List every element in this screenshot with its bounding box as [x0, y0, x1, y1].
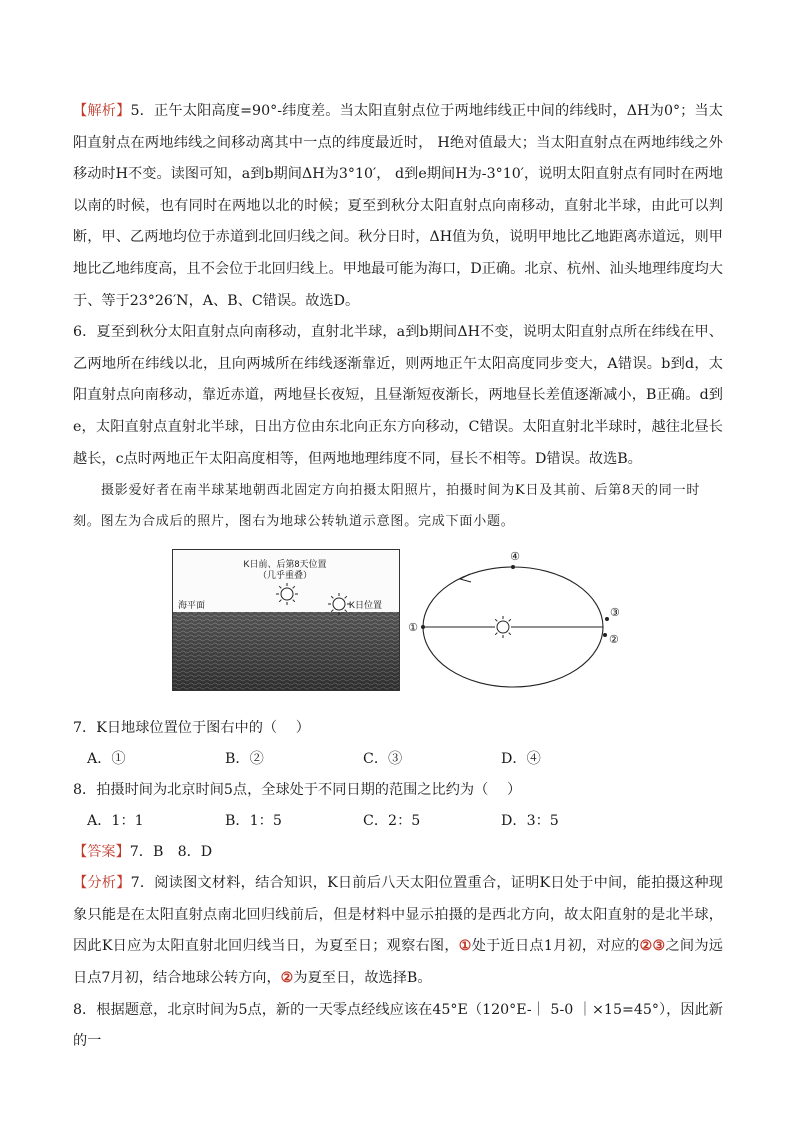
- analysis-8: [73, 995, 723, 1058]
- answer-text: 7．B 8．D: [129, 844, 213, 861]
- composite-photo: [172, 549, 400, 691]
- analysis-6-text: 6．夏至到秋分太阳直射点向南移动，直射北半球，a到b期间ΔH不变，说明太阳直射点所在纬线在甲、乙两地所在纬线以北，且向两城所在纬线逐渐靠近，则两地正午太阳高度同步变大，A错误。b到d，太阳直射点向南移动，靠近赤道，两地昼长夜短，且昼渐短夜渐长，两地昼长差值逐渐减小，B正确。d到e，太阳直射点直射北半球，日出方位由东北向正东方向移动，C错误。太阳直射北半球时，越往北昼长越长，c点时两地正午太阳高度相等，但两地地理纬度不同，昼长不相等。D错误。故选B。: [73, 324, 723, 467]
- orbit-point-4: ④: [510, 550, 520, 564]
- orbit-point-2: ②: [609, 633, 619, 647]
- q7-option-b[interactable]: B．②: [225, 751, 264, 768]
- analysis-tag: 【解析】: [73, 103, 131, 119]
- analysis-5: [73, 96, 723, 317]
- q8-option-a[interactable]: A．1：1: [87, 813, 144, 830]
- page: [73, 96, 723, 1058]
- analysis-7-tag: 【分析】: [73, 875, 131, 892]
- orbit-point-1: ①: [408, 621, 418, 635]
- question-7-stem: 7．K日地球位置位于图右中的（ ）: [73, 720, 310, 737]
- photo-drawing: [173, 550, 399, 690]
- analysis-7-circle-2: ②: [280, 969, 294, 986]
- analysis-8-text: 8．根据题意，北京时间为5点，新的一天零点经线应该在45°E（120°E-｜ 5-0 ｜×15=45°），因此新的一: [73, 1001, 723, 1050]
- q7-option-d[interactable]: D．④: [501, 751, 541, 768]
- question-intro-line1: 摄影爱好者在南半球某地朝西北固定方向拍摄太阳照片，拍摄时间为K日及其前、后第8天的同一时: [101, 483, 701, 499]
- question-8-stem: 8．拍摄时间为北京时间5点，全球处于不同日期的范围之比约为（ ）: [73, 782, 522, 799]
- analysis-7-circle-23: ②③: [639, 938, 666, 955]
- question-intro-line2: 刻。图左为合成后的照片，图右为地球公转轨道示意图。完成下面小题。: [73, 514, 515, 530]
- orbit-diagram: [408, 547, 618, 707]
- orbit-point-3: ③: [610, 606, 620, 620]
- photo-label-top-1: K日前、后第8天位置: [243, 559, 327, 570]
- analysis-7-circle-1: ①: [458, 938, 472, 955]
- q8-option-d[interactable]: D．3：5: [501, 813, 559, 830]
- analysis-7-text-d: 为夏至日，故选择B。: [293, 969, 432, 986]
- analysis-7-text-a: 7．阅读图文材料，结合知识，K日前后八天太阳位置重合，证明K日处于中间，能拍摄这种现象只能是在太阳直射点南北回归线前后，但是材料中显示拍摄的是西北方向，故太阳直射的是北半球，因此K日应为太阳直射北回归线当日，为夏至日；观察右图，: [73, 875, 723, 955]
- q8-option-c[interactable]: C．2：5: [363, 813, 421, 830]
- analysis-7-text-c: 之间为远日点7月初，结合地球公转方向，: [73, 938, 723, 986]
- sun-icon: [492, 616, 514, 638]
- figure-row: [73, 547, 723, 713]
- analysis-6: [73, 317, 723, 475]
- direction-arrow-icon: [460, 574, 471, 582]
- q7-option-a[interactable]: A．①: [87, 751, 126, 768]
- answer-line: [73, 837, 723, 868]
- orbit-drawing: [408, 547, 618, 707]
- analysis-5-text: 5．正午太阳高度=90°-纬度差。当太阳直射点位于两地纬线正中间的纬线时，ΔH为0°；当太阳直射点在两地纬线之间移动离其中一点的纬度最近时， H绝对值最大；当太阳直射点在两地纬线之外移动时H不变。读图可知，a到b期间ΔH为3°10′， d到e期间H为-3°10′，说明太阳直射点有同时在两地以南的时候，也有同时在两地以北的时候；夏至到秋分太阳直射点向南移动，直射北半球，由此可以判断，甲、乙两地均位于赤道到北回归线之间。秋分日时，ΔH值为负，说明甲地比乙地距离赤道远，则甲地比乙地纬度高，且不会位于北回归线上。甲地最可能为海口，D正确。北京、杭州、汕头地理纬度均大于、等于23°26′N，A、B、C错误。故选D。: [73, 103, 723, 309]
- photo-label-k: K日位置: [349, 600, 383, 611]
- analysis-7: [73, 868, 723, 994]
- photo-label-sea: 海平面: [178, 600, 206, 611]
- q7-option-c[interactable]: C．③: [363, 751, 403, 768]
- analysis-7-text-b: 处于近日点1月初，对应的: [471, 938, 640, 955]
- answer-tag: 【答案】: [73, 844, 130, 861]
- question-7-options: [73, 744, 723, 775]
- q8-option-b[interactable]: B．1：5: [225, 813, 282, 830]
- photo-label-top-2: （几乎重叠）: [257, 570, 313, 581]
- question-8-options: [73, 806, 723, 837]
